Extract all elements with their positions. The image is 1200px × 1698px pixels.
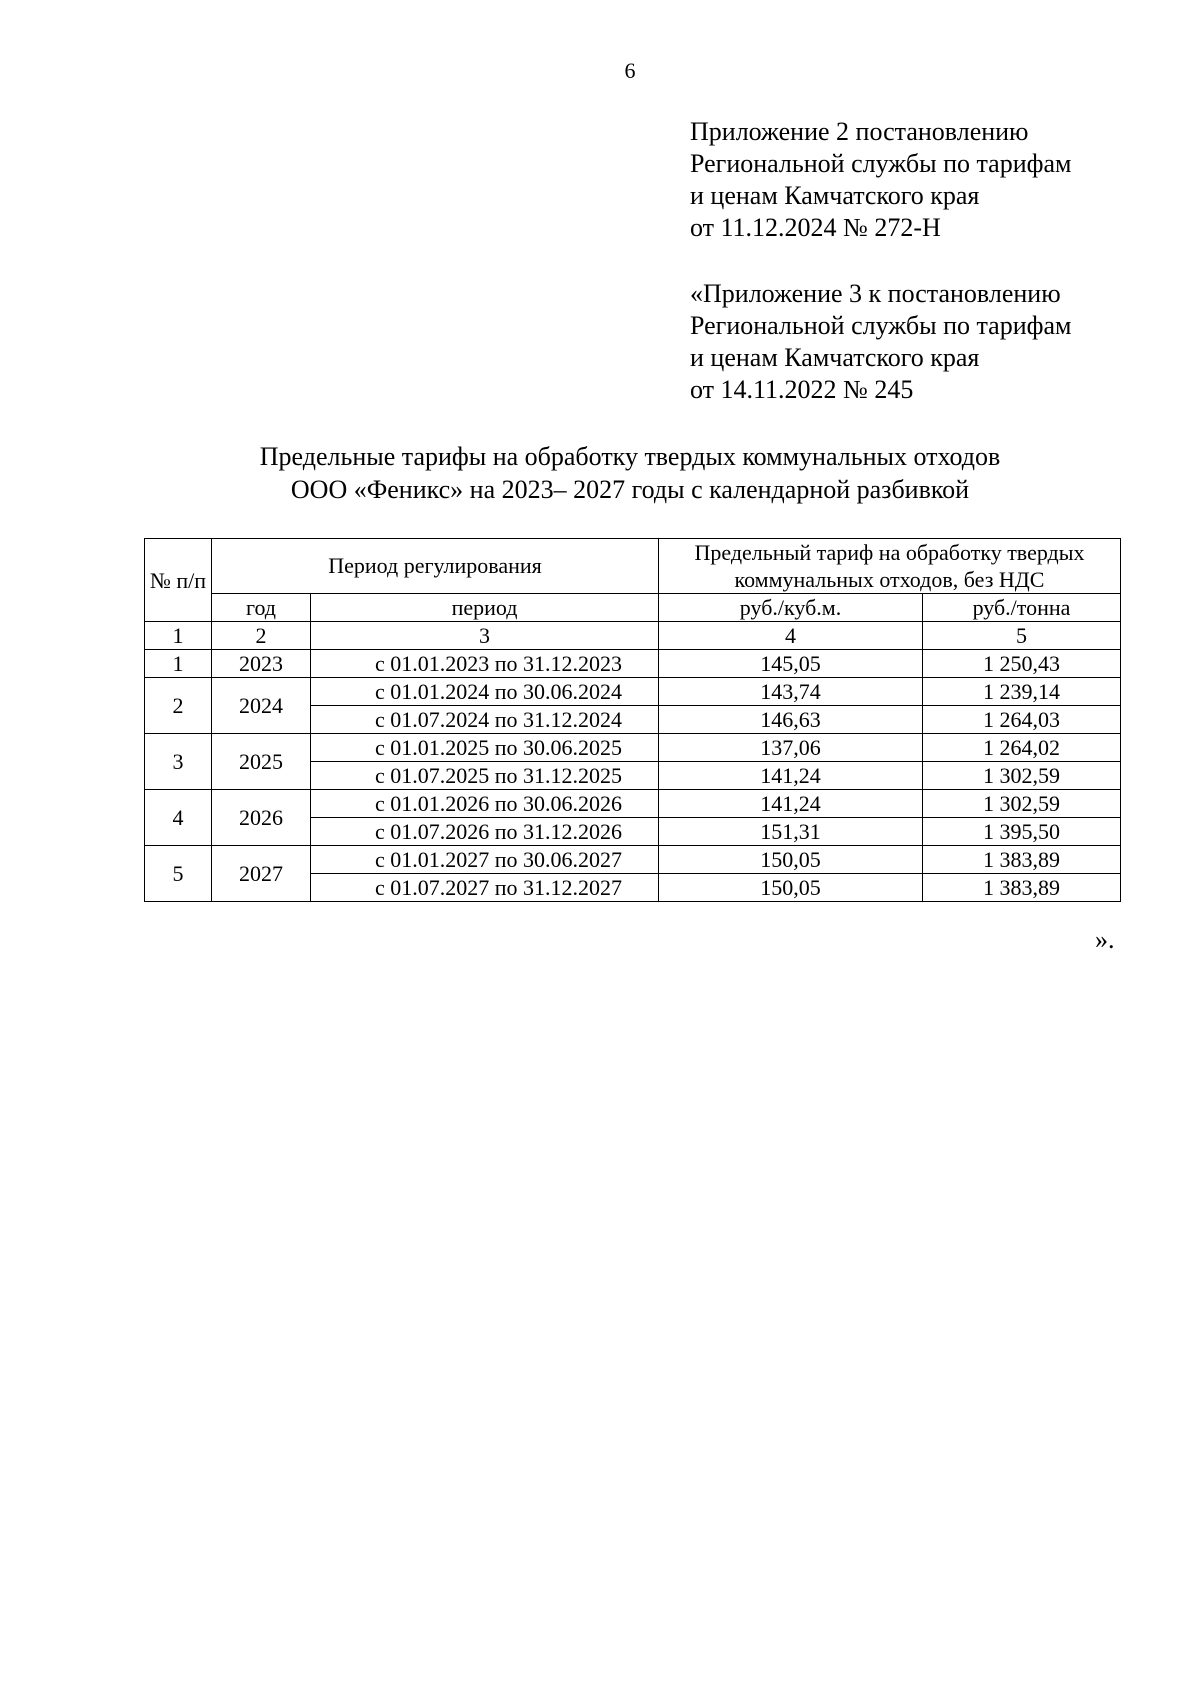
- row-period: с 01.01.2026 по 30.06.2026: [311, 790, 659, 818]
- appendix-line: от 11.12.2024 № 272-Н: [690, 213, 941, 242]
- appendix-original-reference: [690, 278, 1071, 406]
- row-tariff-per-ton: 1 302,59: [923, 790, 1121, 818]
- table-row: [145, 678, 1121, 706]
- row-year: 2027: [212, 846, 311, 902]
- row-year: 2024: [212, 678, 311, 734]
- row-year: 2025: [212, 734, 311, 790]
- row-year: 2023: [212, 650, 311, 678]
- title-line: ООО «Феникс» на 2023– 2027 годы с календарной разбивкой: [290, 475, 970, 504]
- column-number: 4: [659, 622, 923, 650]
- appendix-line: Региональной службы по тарифам: [690, 149, 1072, 178]
- document-title: [130, 440, 1130, 506]
- row-period: с 01.07.2025 по 31.12.2025: [311, 762, 659, 790]
- header-per-ton: руб./тонна: [923, 594, 1121, 622]
- row-tariff-per-ton: 1 395,50: [923, 818, 1121, 846]
- row-number: 2: [145, 678, 212, 734]
- table-row: [145, 734, 1121, 762]
- row-number: 1: [145, 650, 212, 678]
- appendix-line: от 14.11.2022 № 245: [690, 375, 914, 404]
- row-tariff-per-ton: 1 250,43: [923, 650, 1121, 678]
- header-period-group: Период регулирования: [212, 539, 659, 594]
- appendix-line: Региональной службы по тарифам: [690, 311, 1072, 340]
- row-tariff-per-m3: 141,24: [659, 790, 923, 818]
- tariff-table-body: [145, 539, 1121, 902]
- table-row: [145, 650, 1121, 678]
- header-year: год: [212, 594, 311, 622]
- column-number: 2: [212, 622, 311, 650]
- row-tariff-per-m3: 137,06: [659, 734, 923, 762]
- row-tariff-per-m3: 150,05: [659, 874, 923, 902]
- page-number: 6: [624, 58, 636, 83]
- row-period: с 01.01.2023 по 31.12.2023: [311, 650, 659, 678]
- row-period: с 01.01.2025 по 30.06.2025: [311, 734, 659, 762]
- row-tariff-per-ton: 1 264,03: [923, 706, 1121, 734]
- row-tariff-per-m3: 150,05: [659, 846, 923, 874]
- tariff-table: [144, 538, 1121, 902]
- row-number: 3: [145, 734, 212, 790]
- appendix-line: Приложение 2 постановлению: [690, 117, 1029, 146]
- header-period: период: [311, 594, 659, 622]
- row-period: с 01.07.2024 по 31.12.2024: [311, 706, 659, 734]
- header-per-m3: руб./куб.м.: [659, 594, 923, 622]
- row-number: 5: [145, 846, 212, 902]
- row-tariff-per-ton: 1 383,89: [923, 846, 1121, 874]
- header-num: № п/п: [145, 539, 212, 622]
- row-tariff-per-m3: 151,31: [659, 818, 923, 846]
- row-tariff-per-ton: 1 383,89: [923, 874, 1121, 902]
- row-tariff-per-m3: 146,63: [659, 706, 923, 734]
- row-period: с 01.07.2026 по 31.12.2026: [311, 818, 659, 846]
- row-period: с 01.01.2027 по 30.06.2027: [311, 846, 659, 874]
- row-tariff-per-ton: 1 239,14: [923, 678, 1121, 706]
- table-row: [145, 846, 1121, 874]
- header-row: [145, 539, 1121, 594]
- row-tariff-per-ton: 1 264,02: [923, 734, 1121, 762]
- row-number: 4: [145, 790, 212, 846]
- appendix-line: и ценам Камчатского края: [690, 343, 980, 372]
- row-period: с 01.01.2024 по 30.06.2024: [311, 678, 659, 706]
- column-number-row: [145, 622, 1121, 650]
- row-tariff-per-m3: 143,74: [659, 678, 923, 706]
- column-number: 3: [311, 622, 659, 650]
- table-row: [145, 790, 1121, 818]
- closing-quote: ».: [1095, 925, 1115, 954]
- row-tariff-per-m3: 141,24: [659, 762, 923, 790]
- title-line: Предельные тарифы на обработку твердых коммунальных отходов: [259, 442, 1001, 471]
- header-tariff-group: Предельный тариф на обработку твердых коммунальных отходов, без НДС: [659, 539, 1121, 594]
- row-year: 2026: [212, 790, 311, 846]
- column-number: 1: [145, 622, 212, 650]
- row-tariff-per-ton: 1 302,59: [923, 762, 1121, 790]
- subheader-row: [145, 594, 1121, 622]
- column-number: 5: [923, 622, 1121, 650]
- row-tariff-per-m3: 145,05: [659, 650, 923, 678]
- appendix-current-reference: [690, 116, 1071, 244]
- appendix-line: «Приложение 3 к постановлению: [690, 279, 1061, 308]
- appendix-line: и ценам Камчатского края: [690, 181, 980, 210]
- row-period: с 01.07.2027 по 31.12.2027: [311, 874, 659, 902]
